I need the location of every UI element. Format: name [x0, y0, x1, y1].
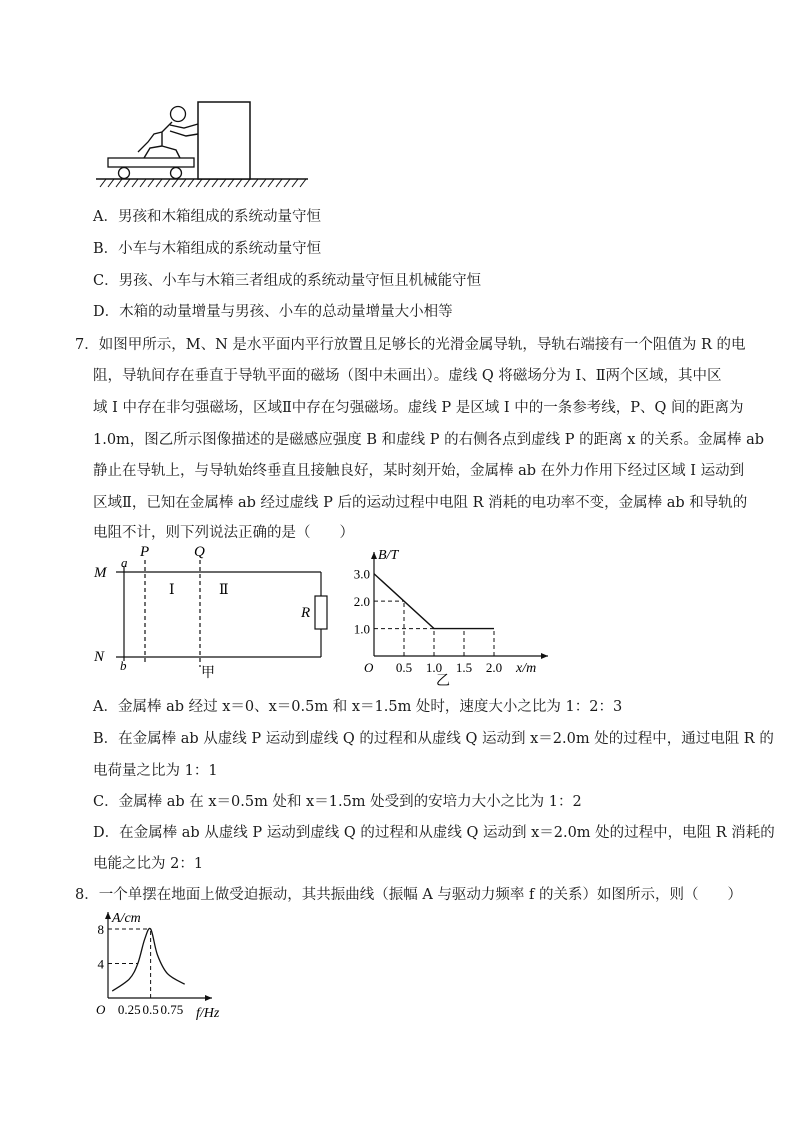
boy-cart-box-figure [92, 98, 312, 190]
x-tick-label: 0.5 [395, 660, 413, 675]
resonance-curve-line [112, 928, 184, 991]
origin-label: O [96, 1002, 106, 1017]
x-axis-arrow [541, 653, 548, 659]
q7-line-4: 1.0m，图乙所示图像描述的是磁感应强度 B 和虚线 P 的右侧各点到虚线 P 的距离 x 的关系。金属棒 ab [93, 432, 765, 448]
y-axis-arrow [371, 552, 377, 559]
q7-line-5: 静止在导轨上，与导轨始终垂直且接触良好，某时刻开始，金属棒 ab 在外力作用下经过区域 Ⅰ 运动到 [93, 463, 745, 479]
region-2-label: Ⅱ [219, 583, 229, 598]
q7-line-7: 电阻不计，则下列说法正确的是（ ） [93, 525, 354, 541]
origin-label: O [364, 660, 374, 675]
q7-option-d-line1: D．在金属棒 ab 从虚线 P 运动到虚线 Q 的过程和从虚线 Q 运动到 x＝2.0m 处的过程中，电阻 R 消耗的 [93, 825, 775, 841]
region-1-label: Ⅰ [169, 583, 175, 598]
y-axis-arrow [105, 912, 111, 919]
q6-option-c: C．男孩、小车与木箱三者组成的系统动量守恒且机械能守恒 [93, 273, 482, 289]
line-q-label: Q [194, 544, 205, 560]
q7-line-2: 阻，导轨间存在垂直于导轨平面的磁场（图中未画出）。虚线 Q 将磁场分为 Ⅰ、Ⅱ两个区域，其中区 [93, 368, 722, 384]
rail-m-label: M [94, 565, 107, 581]
x-axis-label: x/m [516, 661, 537, 676]
q6-option-b: B．小车与木箱组成的系统动量守恒 [93, 241, 322, 257]
rod-b-label: b [120, 658, 127, 673]
y-tick-label: 1.0 [353, 621, 370, 637]
fig-yi-caption: 乙 [436, 674, 450, 686]
x-tick-label: 0.5 [142, 1002, 159, 1017]
q7-line-1: 7．如图甲所示，M、N 是水平面内平行放置且足够长的光滑金属导轨，导轨右端接有一个阻值为 R 的电 [75, 337, 746, 353]
resonance-curve-chart [88, 908, 248, 1026]
x-tick-label: 1.0 [425, 660, 443, 675]
y-tick-label: 3.0 [353, 566, 370, 582]
line-p-label: P [140, 544, 150, 560]
rail-circuit-figure-jia [88, 542, 338, 680]
q7-option-a: A．金属棒 ab 经过 x＝0、x＝0.5m 和 x＝1.5m 处时，速度大小之比为 1：2：3 [93, 699, 623, 715]
q7-line-3: 域 Ⅰ 中存在非匀强磁场，区域Ⅱ中存在匀强磁场。虚线 P 是区域 Ⅰ 中的一条参考线，P、Q 间的距离为 [93, 400, 744, 416]
q7-option-b-line2: 电荷量之比为 1：1 [93, 763, 218, 779]
rod-a-label: a [121, 555, 128, 570]
q7-option-b-line1: B．在金属棒 ab 从虚线 P 运动到虚线 Q 的过程和从虚线 Q 运动到 x＝2.0m 处的过程中，通过电阻 R 的 [93, 731, 774, 747]
y-tick-label: 4 [97, 956, 104, 972]
y-axis-label: A/cm [112, 911, 141, 926]
rail-n-label: N [94, 649, 105, 665]
y-axis-label: B/T [378, 548, 399, 563]
q7-option-d-line2: 电能之比为 2：1 [93, 856, 204, 872]
x-axis-label: f/Hz [196, 1006, 220, 1021]
x-axis-arrow [205, 995, 212, 1001]
q6-option-d: D．木箱的动量增量与男孩、小车的总动量增量大小相等 [93, 304, 453, 320]
q8-line: 8．一个单摆在地面上做受迫振动，其共振曲线（振幅 A 与驱动力频率 f 的关系）如图所示，则（ ） [75, 887, 742, 903]
x-tick-label: 1.5 [455, 660, 473, 675]
q7-line-6: 区域Ⅱ，已知在金属棒 ab 经过虚线 P 后的运动过程中电阻 R 消耗的电功率不变，金属棒 ab 和导轨的 [93, 495, 748, 511]
y-tick-label: 8 [97, 921, 104, 937]
q6-option-a: A．男孩和木箱组成的系统动量守恒 [93, 209, 321, 225]
fig-jia-caption: 甲 [201, 666, 215, 680]
x-tick-label: 2.0 [485, 660, 503, 675]
resistor-r-label: R [301, 605, 311, 621]
q7-option-c: C．金属棒 ab 在 x＝0.5m 处和 x＝1.5m 处受到的安培力大小之比为 1：2 [93, 794, 582, 810]
x-tick-label: 0.25 [117, 1002, 141, 1017]
x-tick-label: 0.75 [160, 1002, 184, 1017]
b-x-chart [340, 546, 550, 686]
y-tick-label: 2.0 [353, 594, 370, 610]
